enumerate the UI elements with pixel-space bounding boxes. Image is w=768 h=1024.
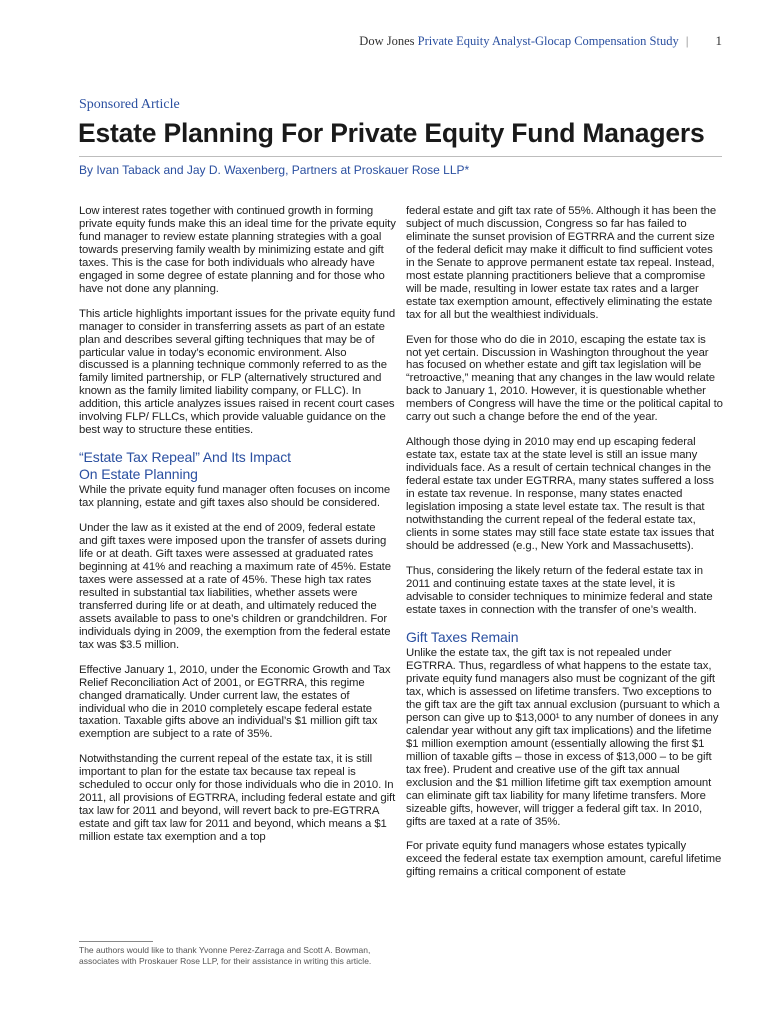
footnote: The authors would like to thank Yvonne Perez-Zarraga and Scott A. Bowman, associates with Proskauer Rose LLP, for their assistance in writing this article. (79, 945, 372, 967)
paragraph: Although those dying in 2010 may end up escaping federal estate tax, estate tax at the state level is still an issue many individuals face. As a result of certain technical changes in the federal estate tax under EGTRRA, many states suffered a loss in estate tax revenue. In response, many states enacted legislation imposing a state level estate tax. The result is that notwithstanding the current repeal of the federal estate tax, clients in some states may still face state estate tax issues that should be addressed (e.g., New York and Massachusetts). (406, 436, 715, 552)
section-heading-line: “Estate Tax Repeal” And Its Impact (79, 449, 291, 466)
paragraph: Under the law as it existed at the end of 2009, federal estate and gift taxes were imposed upon the transfer of assets during life or at death. Gift taxes were assessed at graduated rates beginning at 41% and reaching a maximum rate of 45%. Estate taxes were assessed at a rate of 45%. These high tax rates resulted in substantial tax liabilities, whether assets were transferred during life or at death, and ultimately reduced the assets available to pass to one’s children or grandchildren. For individuals dying in 2009, the exemption from the federal estate tax was $3.5 million. (79, 522, 391, 651)
title-divider (79, 156, 722, 157)
section-heading-line: On Estate Planning (79, 465, 198, 482)
paragraph: For private equity fund managers whose estates typically exceed the federal estate tax exemption amount, careful lifetime gifting remains a critical component of estate (406, 840, 722, 879)
header-separator: | (685, 34, 689, 48)
paragraph: Thus, considering the likely return of the federal estate tax in 2011 and continuing estate taxes at the state level, it is advisable to consider techniques to minimize federal and state estate taxes in connection with the transfer of one’s wealth. (406, 564, 713, 616)
paragraph: While the private equity fund manager often focuses on income tax planning, estate and gift taxes also should be considered. (79, 484, 391, 510)
byline: By Ivan Taback and Jay D. Waxenberg, Partners at Proskauer Rose LLP* (79, 163, 470, 177)
paragraph: Low interest rates together with continued growth in forming private equity funds make this an ideal time for the private equity fund manager to review estate planning strategies with a goal towards preserving family wealth by minimizing estate and gift taxes. This is the case for both individuals who already have engaged in some degree of estate planning and for those who have not done any planning. (79, 205, 396, 295)
paragraph: Notwithstanding the current repeal of the estate tax, it is still important to plan for the estate tax because tax repeal is scheduled to occur only for those individuals who die in 2010. In 2011, all provisions of EGTRRA, including federal estate and gift tax law for 2011 and beyond, will revert back to pre-EGTRRA estate and gift tax law for 2011 and beyond, which means a $1 million estate tax exemption and a top (79, 753, 396, 844)
running-header (359, 33, 722, 49)
header-publisher: Dow Jones (359, 34, 415, 48)
footnote-divider (79, 941, 153, 942)
section-kicker: Sponsored Article (79, 97, 180, 112)
header-study-title: Private Equity Analyst-Glocap Compensation Study (417, 34, 679, 48)
paragraph: Even for those who do die in 2010, escaping the estate tax is not yet certain. Discussion in Washington throughout the year has focused on whether estate and gift tax legislation will be “retroactive,” meaning that any changes in the law would relate back to January 1, 2010. However, it is questionable whether members of Congress will have the time or the political capital to carry out such a change before the end of the year. (406, 333, 723, 424)
left-column (79, 205, 396, 856)
paragraph: Unlike the estate tax, the gift tax is not repealed under EGTRRA. Thus, regardless of what happens to the estate tax, private equity fund managers also must be cognizant of the gift tax, which is assessed on lifetime transfers. Two exceptions to the gift tax are the gift tax annual exclusion (pursuant to which a person can give up to $13,000¹ to any number of donees in any calendar year without any gift tax implications) and the lifetime $1 million exemption amount (essentially allowing the first $1 million of taxable gifts – those in excess of $13,000 – to be gift tax free). Prudent and creative use of the gift tax annual exclusion and the $1 million lifetime gift tax exemption amount can eliminate gift tax liability for many lifetime transfers. More sizeable gifts, however, will trigger a federal gift tax. In 2010, gifts are taxed at a rate of 35%. (406, 647, 720, 828)
article-title: Estate Planning For Private Equity Fund Managers (78, 118, 705, 148)
paragraph: Effective January 1, 2010, under the Economic Growth and Tax Relief Reconciliation Act of 2001, or EGTRRA, this regime changed dramatically. Under current law, the estates of individual who die in 2010 completely escape federal estate taxation. Taxable gifts above an individual’s $1 million gift tax exemption are subject to a rate of 35%. (79, 663, 391, 741)
section-heading-estate-tax-repeal (79, 449, 396, 482)
section-heading-gift-taxes: Gift Taxes Remain (406, 628, 519, 645)
page-number: 1 (715, 33, 722, 48)
right-column (406, 205, 723, 891)
paragraph: This article highlights important issues for the private equity fund manager to consider in transferring assets as part of an estate plan and describes several gifting techniques that may be of particular value in today’s economic environment. Also discussed is a planning technique commonly referred to as the family limited partnership, or FLP (alternatively structured and known as the family limited liability company, or FLLC). In addition, this article analyzes issues raised in recent court cases involving FLP/ FLLCs, which provide valuable guidance on the best way to structure these entities. (79, 307, 396, 437)
paragraph: federal estate and gift tax rate of 55%. Although it has been the subject of much discussion, Congress so far has failed to eliminate the sunset provision of EGTRRA and the current size of the federal deficit may make it difficult to find sufficient votes in the Senate to approve permanent estate tax repeal. Instead, most estate planning practitioners believe that a compromise will be made, resulting in lower estate tax rates and a larger estate tax exemption amount, effectively eliminating the estate tax for all but the wealthiest individuals. (406, 205, 717, 321)
